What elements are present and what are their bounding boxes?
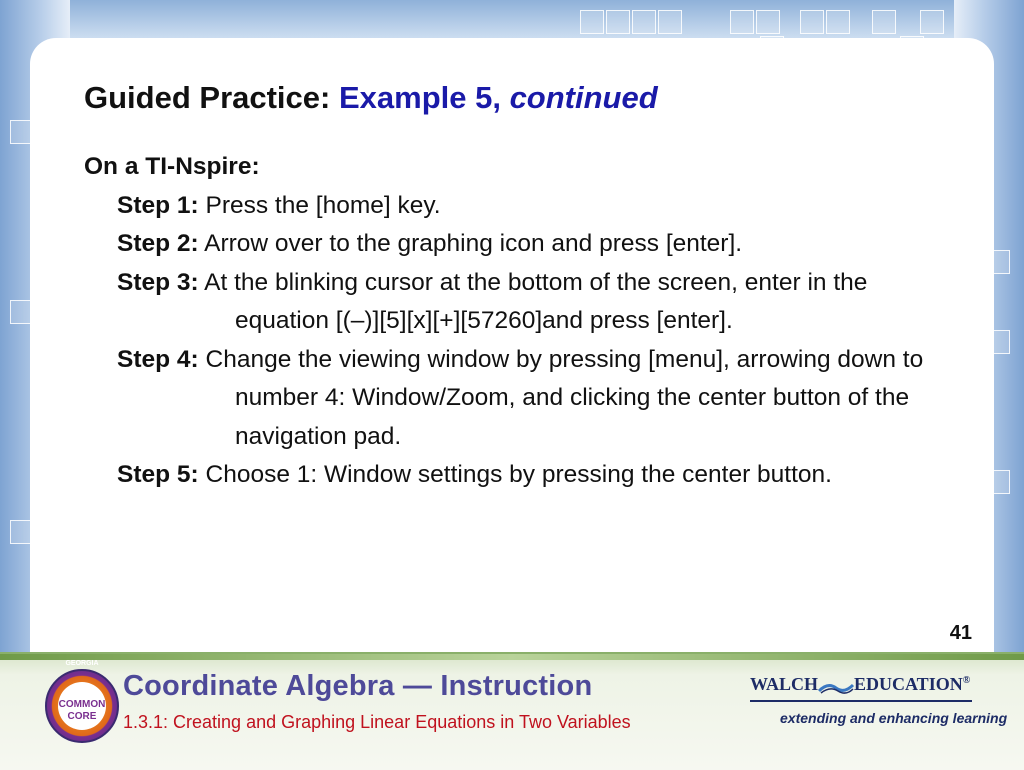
step-1-label: Step 1: [117, 191, 199, 219]
step-2 [117, 225, 954, 264]
seal-line-1: COMMON [58, 699, 106, 710]
swoosh-icon [818, 679, 854, 693]
footer-stripe [0, 654, 1024, 660]
publisher-left: WALCH [750, 674, 819, 694]
step-2-label: Step 2: [117, 230, 199, 257]
step-5-label: Step 5: [117, 461, 199, 488]
title-continued: continued [509, 80, 658, 115]
publisher-right: EDUCATION [854, 674, 963, 694]
lesson-title: 1.3.1: Creating and Graphing Linear Equations in Two Variables [123, 712, 631, 732]
step-3 [117, 264, 954, 341]
step-1 [117, 187, 954, 226]
publisher-logo [750, 674, 970, 695]
step-4-text: Change the viewing window by pressing [menu], arrowing down to number 4: Window/Zoom, and clicking the center button of the navigation pad. [198, 345, 924, 450]
seal-inner [58, 682, 106, 730]
step-1-text: Press the [home] key. [198, 191, 441, 219]
seal-state: GEORGIA [65, 660, 99, 667]
step-4 [117, 341, 954, 457]
footer [0, 652, 1024, 770]
step-4-label: Step 4: [117, 345, 199, 373]
title-example: Example 5, [338, 80, 510, 115]
step-5 [117, 456, 954, 495]
publisher-underline [750, 700, 972, 702]
course-title: Coordinate Algebra — Instruction [123, 670, 593, 702]
common-core-seal-logo [45, 660, 119, 743]
page-number: 41 [949, 622, 972, 644]
publisher-tagline: extending and enhancing learning [780, 710, 1008, 726]
title-prefix: Guided Practice: [84, 80, 339, 115]
seal-text [58, 699, 106, 723]
intro-heading: On a TI-Nspire: [84, 153, 260, 180]
step-5-text: Choose 1: Window settings by pressing the center button. [198, 461, 832, 488]
slide-body [84, 148, 954, 495]
seal-line-2: CORE [67, 711, 97, 722]
step-3-text: At the blinking cursor at the bottom of the screen, enter in the equation [(–)][5][x][+][57260]and press [enter]. [198, 268, 868, 334]
slide-title [84, 80, 658, 116]
registered-mark: ® [962, 675, 971, 686]
step-3-label: Step 3: [117, 268, 199, 296]
step-2-text: Arrow over to the graphing icon and press [enter]. [198, 230, 743, 257]
